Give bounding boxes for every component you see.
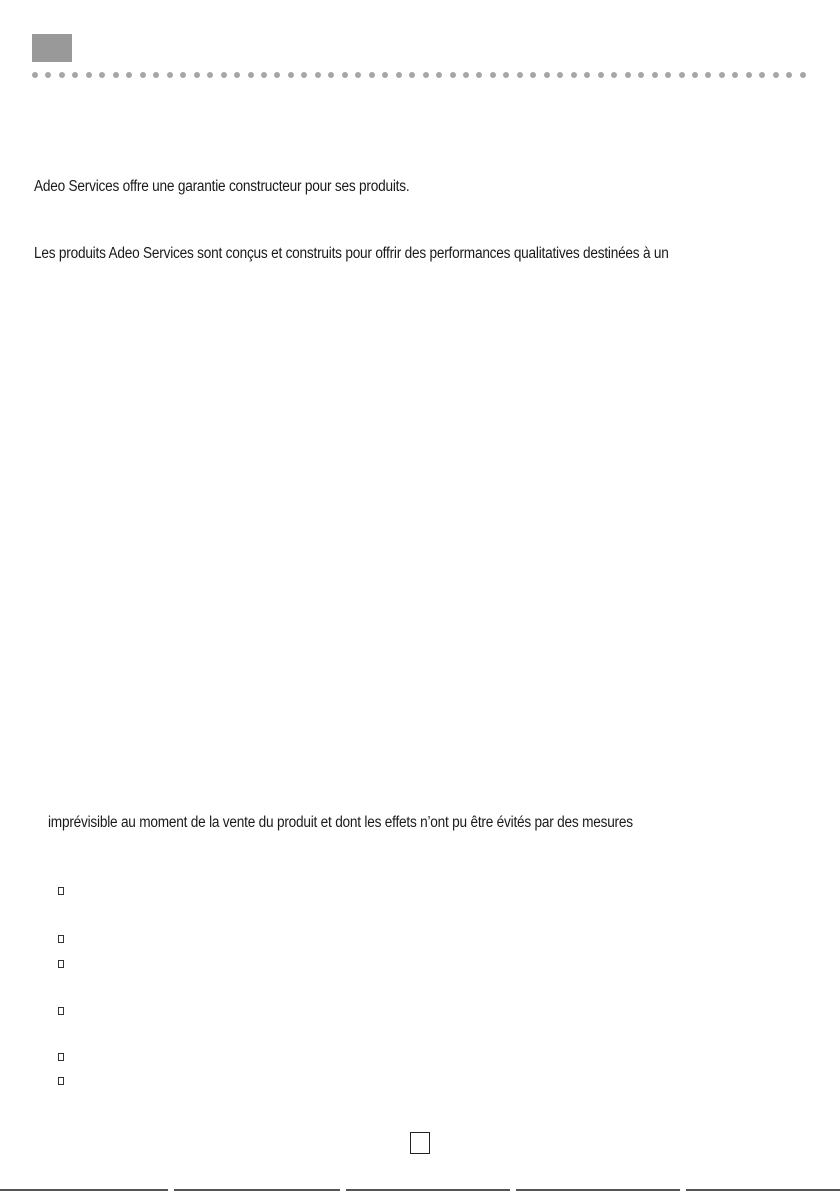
separator-dot <box>530 72 536 78</box>
separator-dot <box>450 72 456 78</box>
separator-dot <box>705 72 711 78</box>
separator-dot <box>490 72 496 78</box>
separator-dot <box>99 72 105 78</box>
separator-dot <box>692 72 698 78</box>
bullet-marker <box>58 1007 64 1015</box>
separator-dot <box>59 72 65 78</box>
dotted-separator <box>32 71 806 78</box>
paragraph-line-unforeseeable: imprévisible au moment de la vente du produit et dont les effets n’ont pu être évités par des mesures <box>48 814 633 831</box>
separator-dot <box>652 72 658 78</box>
bottom-rule-segment <box>174 1189 340 1191</box>
separator-dot <box>301 72 307 78</box>
separator-dot <box>517 72 523 78</box>
separator-dot <box>584 72 590 78</box>
separator-dot <box>423 72 429 78</box>
separator-dot <box>342 72 348 78</box>
bullet-marker <box>58 960 64 968</box>
separator-dot <box>625 72 631 78</box>
paragraph-line-warranty: Adeo Services offre une garantie constructeur pour ses produits. <box>34 178 410 195</box>
bullet-marker <box>58 1053 64 1061</box>
separator-dot <box>732 72 738 78</box>
separator-dot <box>288 72 294 78</box>
separator-dot <box>396 72 402 78</box>
bottom-rule-segment <box>686 1189 840 1191</box>
separator-dot <box>274 72 280 78</box>
separator-dot <box>180 72 186 78</box>
separator-dot <box>382 72 388 78</box>
bottom-rule-segment <box>516 1189 680 1191</box>
separator-dot <box>248 72 254 78</box>
separator-dot <box>409 72 415 78</box>
separator-dot <box>153 72 159 78</box>
separator-dot <box>679 72 685 78</box>
separator-dot <box>463 72 469 78</box>
separator-dot <box>598 72 604 78</box>
separator-dot <box>746 72 752 78</box>
separator-dot <box>207 72 213 78</box>
separator-dot <box>476 72 482 78</box>
separator-dot <box>45 72 51 78</box>
section-header-block <box>32 34 72 62</box>
separator-dot <box>221 72 227 78</box>
separator-dot <box>234 72 240 78</box>
separator-dot <box>571 72 577 78</box>
separator-dot <box>32 72 38 78</box>
bottom-rule-segment <box>346 1189 510 1191</box>
separator-dot <box>86 72 92 78</box>
separator-dot <box>759 72 765 78</box>
separator-dot <box>665 72 671 78</box>
separator-dot <box>719 72 725 78</box>
separator-dot <box>786 72 792 78</box>
separator-dot <box>194 72 200 78</box>
separator-dot <box>72 72 78 78</box>
separator-dot <box>773 72 779 78</box>
separator-dot <box>611 72 617 78</box>
separator-dot <box>315 72 321 78</box>
separator-dot <box>261 72 267 78</box>
bullet-marker <box>58 1077 64 1085</box>
separator-dot <box>140 72 146 78</box>
bottom-rule-segment <box>0 1189 168 1191</box>
separator-dot <box>638 72 644 78</box>
separator-dot <box>544 72 550 78</box>
separator-dot <box>126 72 132 78</box>
paragraph-line-products: Les produits Adeo Services sont conçus et construits pour offrir des performances qualitatives destinées à un <box>34 245 669 262</box>
bullet-marker <box>58 935 64 943</box>
separator-dot <box>369 72 375 78</box>
separator-dot <box>557 72 563 78</box>
page-number-box <box>410 1132 430 1154</box>
bullet-marker <box>58 887 64 895</box>
separator-dot <box>355 72 361 78</box>
separator-dot <box>167 72 173 78</box>
separator-dot <box>113 72 119 78</box>
separator-dot <box>436 72 442 78</box>
separator-dot <box>800 72 806 78</box>
separator-dot <box>328 72 334 78</box>
separator-dot <box>503 72 509 78</box>
